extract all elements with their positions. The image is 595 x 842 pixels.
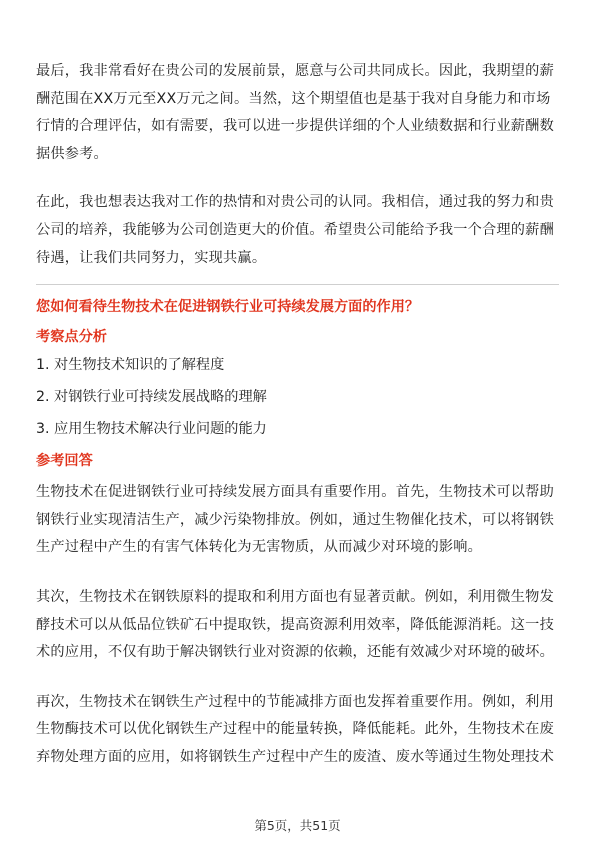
paragraph-spacer [36,168,559,189]
question-heading: 您如何看待生物技术在促进钢铁行业可持续发展方面的作用？ [36,299,420,316]
intro-paragraph-2: 在此，我也想表达我对工作的热情和对贵公司的认同。我相信，通过我的努力和贵公司的培养，我能够为公司创造更大的价值。希望贵公司能给予我一个合理的薪酬待遇，让我们共同努力，实现共赢。 [36,194,554,266]
analysis-point: 2. 对钢铁行业可持续发展战略的理解 [36,389,267,406]
analysis-point: 1. 对生物技术知识的了解程度 [36,357,225,374]
analysis-point: 3. 应用生物技术解决行业问题的能力 [36,421,267,438]
analysis-points-list [36,355,559,439]
section-divider [36,284,559,285]
answer-paragraph-3: 再次，生物技术在钢铁生产过程中的节能减排方面也发挥着重要作用。例如，利用生物酶技术可以优化钢铁生产过程中的能量转换，降低能耗。此外，生物技术在废弃物处理方面的应用，如将钢铁生产过程中产生的废渣、废水等通过生物处理技术 [36,693,554,765]
intro-paragraph-1: 最后，我非常看好在贵公司的发展前景，愿意与公司共同成长。因此，我期望的薪酬范围在XX万元至XX万元之间。当然，这个期望值也是基于我对自身能力和市场行情的合理评估，如有需要，我可以进一步提供详细的个人业绩数据和行业薪酬数据供参考。 [36,63,554,162]
answer-paragraph-2: 其次，生物技术在钢铁原料的提取和利用方面也有显著贡献。例如，利用微生物发酵技术可以从低品位铁矿石中提取铁，提高资源利用效率，降低能源消耗。这一技术的应用，不仅有助于解决钢铁行业对资源的依赖，还能有效减少对环境的破坏。 [36,588,554,661]
paragraph-spacer [36,667,559,689]
paragraph-spacer [36,562,559,584]
answer-paragraph-1: 生物技术在促进钢铁行业可持续发展方面具有重要作用。首先，生物技术可以帮助钢铁行业实现清洁生产，减少污染物排放。例如，通过生物催化技术，可以将钢铁生产过程中产生的有害气体转化为无害物质，从而减少对环境的影响。 [36,484,554,556]
answer-heading: 参考回答 [36,453,93,470]
document-page [36,58,559,772]
analysis-heading: 考察点分析 [36,329,107,346]
page-number-footer: 第5页，共51页 [254,818,341,833]
